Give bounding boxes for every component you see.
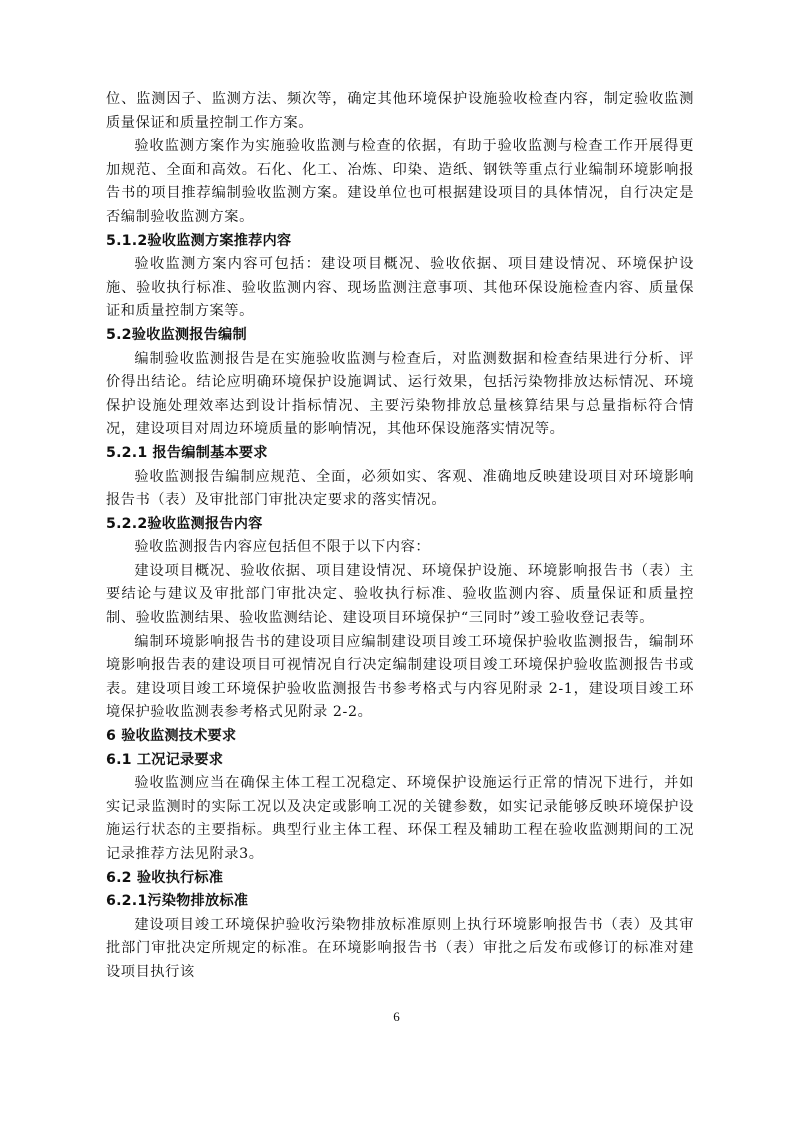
paragraph: 验收监测报告编制应规范、全面，必须如实、客观、准确地反映建设项目对环境影响报告书（表）及审批部门审批决定要求的落实情况。 bbox=[106, 468, 694, 509]
paragraph: 验收监测应当在确保主体工程工况稳定、环境保护设施运行正常的情况下进行，并如实记录监测时的实际工况以及决定或影响工况的关键参数，如实记录能够反映环境保护设施运行状态的主要指标。典型行业主体工程、环保工程及辅助工程在验收监测期间的工况记录推荐方法见附录3。 bbox=[106, 775, 694, 862]
section-heading-5-2: 5.2验收监测报告编制 bbox=[106, 326, 247, 343]
paragraph: 编制验收监测报告是在实施验收监测与检查后，对监测数据和检查结果进行分析、评价得出结论。结论应明确环境保护设施调试、运行效果，包括污染物排放达标情况、环境保护设施处理效率达到设计指标情况、主要污染物排放总量核算结果与总量指标符合情况，建设项目对周边环境质量的影响情况，其他环保设施落实情况等。 bbox=[106, 350, 694, 438]
section-heading-5-1-2: 5.1.2验收监测方案推荐内容 bbox=[106, 232, 292, 249]
paragraph: 编制环境影响报告书的建设项目应编制建设项目竣工环境保护验收监测报告，编制环境影响报告表的建设项目可视情况自行决定编制建设项目竣工环境保护验收监测报告书或表。建设项目竣工环境保护验收监测报告书参考格式与内容见附录 2-1，建设项目竣工环境保护验收监测表参考格式见附录 2-2。 bbox=[106, 633, 694, 721]
paragraph: 验收监测方案内容可包括：建设项目概况、验收依据、项目建设情况、环境保护设施、验收执行标准、验收监测内容、现场监测注意事项、其他环保设施检查内容、质量保证和质量控制方案等。 bbox=[106, 256, 694, 320]
paragraph: 验收监测方案作为实施验收监测与检查的依据，有助于验收监测与检查工作开展得更加规范、全面和高效。石化、化工、冶炼、印染、造纸、钢铁等重点行业编制环境影响报告书的项目推荐编制验收监测方案。建设单位也可根据建设项目的具体情况，自行决定是否编制验收监测方案。 bbox=[106, 138, 694, 225]
paragraph: 位、监测因子、监测方法、频次等，确定其他环境保护设施验收检查内容，制定验收监测质量保证和质量控制工作方案。 bbox=[106, 91, 694, 131]
section-heading-5-2-1: 5.2.1 报告编制基本要求 bbox=[106, 444, 268, 461]
section-heading-6-2: 6.2 验收执行标准 bbox=[106, 869, 224, 886]
section-heading-5-2-2: 5.2.2验收监测报告内容 bbox=[106, 515, 263, 532]
paragraph: 建设项目竣工环境保护验收污染物排放标准原则上执行环境影响报告书（表）及其审批部门审批决定所规定的标准。在环境影响报告书（表）审批之后发布或修订的标准对建设项目执行该 bbox=[106, 916, 694, 980]
paragraph: 验收监测报告内容应包括但不限于以下内容： bbox=[134, 539, 431, 556]
section-heading-6-2-1: 6.2.1污染物排放标准 bbox=[106, 893, 249, 910]
paragraph: 建设项目概况、验收依据、项目建设情况、环境保护设施、环境影响报告书（表）主要结论与建议及审批部门审批决定、验收执行标准、验收监测内容、质量保证和质量控制、验收监测结果、验收监测结论、建设项目环境保护“三同时”竣工验收登记表等。 bbox=[106, 562, 694, 627]
body-text bbox=[106, 88, 694, 985]
section-heading-6: 6 验收监测技术要求 bbox=[106, 728, 237, 745]
section-heading-6-1: 6.1 工况记录要求 bbox=[106, 751, 224, 768]
page-number: 6 bbox=[393, 1009, 400, 1024]
